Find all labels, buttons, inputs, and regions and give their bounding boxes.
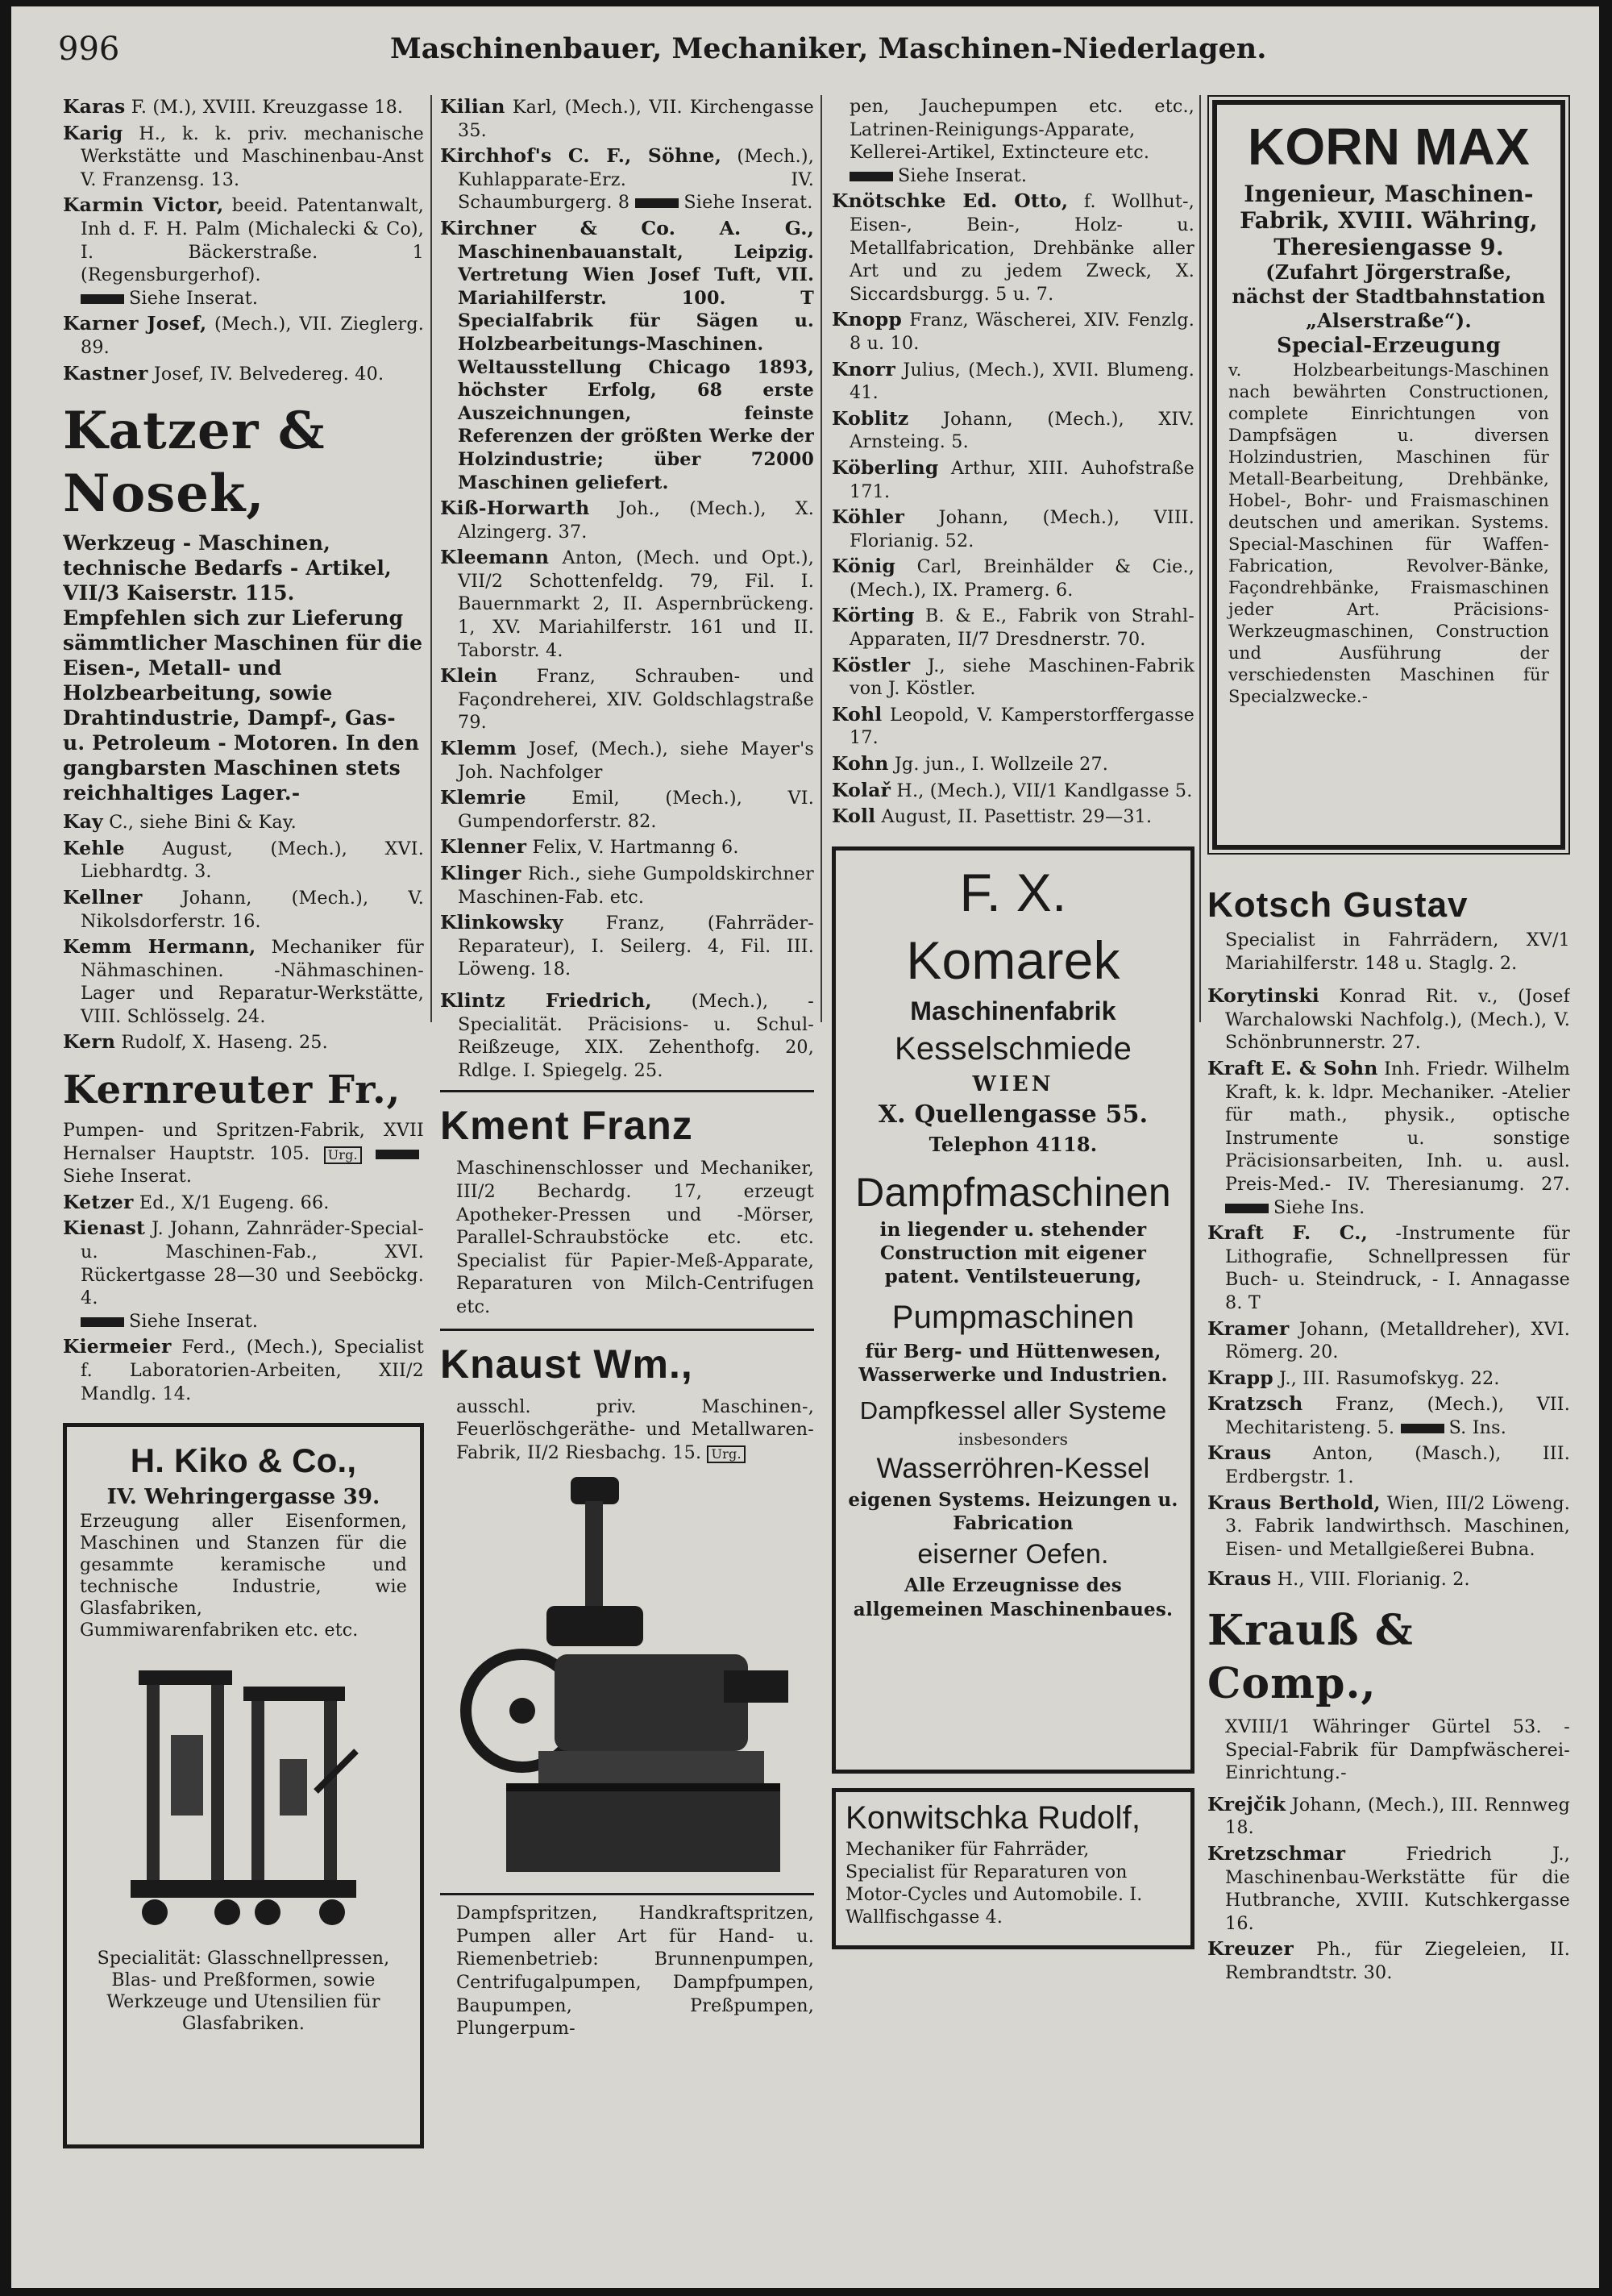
page-number: 996 (58, 31, 120, 68)
entry-name: Klemm (440, 737, 517, 760)
listing-entry (832, 779, 1194, 803)
entry-text: J. Johann, Zahnräder-Special-u. Maschinen-Fab., XVI. Rückertgasse 28—30 und Seeböckg. 4. (81, 1218, 424, 1309)
ad-title-krauss: Krauß & Comp., (1207, 1606, 1414, 1709)
ad-insb-komarek: insbesonders (958, 1429, 1069, 1449)
entry-text: Ph., für Ziegeleien, II. Rembrandtstr. 30. (1225, 1939, 1570, 1983)
entry-text: Arthur, XIII. Auhofstraße 171. (850, 457, 1194, 502)
entry-name: Kreuzer (1207, 1937, 1294, 1961)
listing-entry (440, 217, 814, 494)
ad-sub-korn: Ingenieur, Maschinen-Fabrik, XVIII. Währing, Theresiengasse 9. (1240, 181, 1538, 260)
listing-entry (63, 810, 424, 834)
entry-text: H., k. k. priv. mechanische Werkstätte und Maschinenbau-Anst V. Franzensg. 13. (81, 123, 424, 190)
ad-specialty-kiko: Specialität: Glasschnellpressen, Blas- und Preßformen, sowie Werkzeuge und Utensilien für Glasfabriken. (97, 1949, 390, 2035)
entry-text: Joh., (Mech.), X. Alzingerg. 37. (458, 498, 814, 543)
entry-name: Kraus (1207, 1441, 1272, 1465)
see-ad-note: Siehe Inserat. (63, 1166, 193, 1188)
entry-name: Karas (63, 95, 126, 118)
page-header (11, 31, 1599, 71)
ad-box-kiko (63, 1423, 424, 2148)
entry-text: -Instrumente für Lithografie, Schnellpressen für Buch- u. Steindruck, - I. Annagasse 8. T (1225, 1223, 1570, 1313)
entry-name: Kellner (63, 885, 143, 909)
entry-name: Knötschke Ed. Otto, (832, 189, 1069, 213)
entry-text: C., siehe Bini & Kay. (109, 812, 297, 834)
entry-name: Ketzer (63, 1190, 134, 1213)
entry-name: Kay (63, 810, 103, 834)
ad-title-kotsch: Kotsch Gustav (1207, 885, 1469, 925)
listing-entry (440, 497, 814, 543)
entry-text: (Mech.), Kuhlapparate-Erz. IV. Schaumburgerg. 8 (458, 146, 814, 214)
entry-name: Kolař (832, 778, 891, 801)
entry-text: Johann, (Mech.), V. Nikolsdorferstr. 16. (81, 887, 424, 932)
entry-name: Klenner (440, 835, 527, 859)
entry-text: Emil, (Mech.), VI. Gumpendorferstr. 82. (458, 788, 814, 832)
listing-entry (1207, 1937, 1570, 1984)
entry-name: Kiermeier (63, 1335, 172, 1358)
ad-address-kiko: IV. Wehringergasse 39. (106, 1485, 380, 1510)
entry-text: Ed., X/1 Eugeng. 66. (139, 1192, 330, 1213)
entry-text: Franz, Schrauben- und Façondreherei, XIV. Goldschlagstraße 79. (458, 666, 814, 734)
column-2 (440, 95, 814, 2272)
listing-entry (1207, 1491, 1570, 1562)
entry-name: König (832, 555, 896, 578)
entry-text: Johann, (Mech.), III. Rennweg 18. (1225, 1794, 1570, 1839)
see-ad-note: Siehe Inserat. (129, 287, 259, 309)
ad-oefen-komarek: eiserner Oefen. (917, 1538, 1109, 1570)
directory-page (11, 6, 1599, 2288)
entry-text: Jg. jun., I. Wollzeile 27. (894, 754, 1109, 776)
entry-text: (Mech.), -Specialität. Präcisions- u. Schul-Reißzeuge, XIX. Zehenthofg. 20, Rdlge. I. Spiegelg. 25. (458, 990, 814, 1081)
entry-name: Klintz Friedrich, (440, 988, 652, 1012)
ad-box-komarek (832, 846, 1194, 1774)
entry-name: Köberling (832, 455, 939, 479)
ad-city-komarek: WIEN (972, 1071, 1054, 1096)
ad-text-kiko: Erzeugung aller Eisenformen, Maschinen und Stanzen für die gesammte keramische und technische Industrie, wie Glasfabriken, Gummiwarenfabriken etc. etc. (80, 1512, 407, 1641)
listing-entry (63, 193, 424, 310)
ad-products-knaust: Dampfspritzen, Handkraftspritzen, Pumpen aller Art für Hand- u. Riemenbetrieb: Brunnenpumpen, Centrifugalpumpen, Dampfpumpen, Baupumpen, Preßpumpen, Plungerpum- (456, 1903, 814, 2040)
entry-name: Koblitz (832, 406, 909, 430)
entry-name: Kern (63, 1030, 116, 1054)
listing-entry (440, 664, 814, 734)
ad-alle-komarek: Alle Erzeugnisse des allgemeinen Maschinenbaues. (853, 1574, 1174, 1620)
divider (440, 1893, 814, 1895)
entry-text: Wien, III/2 Löweng. 3. Fabrik landwirthsch. Maschinen, Eisen- und Metallgießerei Bubna. (1225, 1492, 1570, 1560)
entry-name: Karig (63, 121, 123, 144)
entry-name: Kramer (1207, 1316, 1290, 1340)
entry-text: Karl, (Mech.), VII. Kirchengasse 35. (458, 97, 814, 141)
pump-machine-illustration (450, 1469, 804, 1888)
listing-entry (832, 604, 1194, 651)
entry-text: Leopold, V. Kamperstorffergasse 17. (850, 704, 1194, 749)
ad-title-knaust: Knaust Wm., (440, 1341, 693, 1387)
ad-zufahrt-korn: (Zufahrt Jörgerstraße, nächst der Stadtbahnstation „Alserstraße“). (1232, 260, 1546, 332)
listing-entry (63, 837, 424, 884)
entry-name: Koll (832, 805, 876, 828)
ad-dampf-text-komarek: in liegender u. stehender Construction mit eigener patent. Ventilsteuerung, (879, 1218, 1147, 1287)
entry-name: Klemrie (440, 786, 526, 809)
entry-continued: pen, Jauchepumpen etc. etc., Latrinen-Reinigungs-Apparate, Kellerei-Artikel, Extincteure etc. Siehe Inserat. (850, 96, 1194, 186)
column-4 (1207, 95, 1570, 2272)
listing-entry (1207, 1793, 1570, 1840)
listing-entry (440, 737, 814, 784)
entry-text: Josef, IV. Belvedereg. 40. (153, 363, 384, 385)
listing-entry (63, 362, 424, 386)
listing-entry (1207, 1441, 1570, 1488)
entry-name: Knopp (832, 308, 903, 331)
see-ad-note: Siehe Ins. (1273, 1196, 1365, 1218)
entry-name: Kastner (63, 361, 148, 385)
entry-name: Knorr (832, 357, 895, 381)
ad-dampf-komarek: Dampfmaschinen (855, 1169, 1171, 1215)
divider (440, 1329, 814, 1331)
listing-entry (440, 911, 814, 981)
listing-entry (63, 312, 424, 359)
entry-name: Krapp (1207, 1366, 1273, 1389)
listing-entry (440, 144, 814, 214)
ad-title-katzer: Katzer & Nosek, (63, 401, 326, 525)
listing-entry (832, 189, 1194, 306)
entry-name: Kraft E. & Sohn (1207, 1056, 1378, 1079)
entry-text: Rudolf, X. Haseng. 25. (121, 1032, 328, 1054)
ad-pump-komarek: Pumpmaschinen (891, 1299, 1135, 1335)
listing-entry (63, 95, 424, 119)
pointing-hand-icon (1225, 1204, 1269, 1213)
ad-box-korn (1212, 100, 1565, 850)
listing-entry (440, 786, 814, 833)
entry-name: Karmin Victor, (63, 193, 224, 217)
listing-entry (832, 555, 1194, 601)
pointing-hand-icon (376, 1150, 419, 1159)
listing-entry (1207, 984, 1570, 1054)
pointing-hand-icon (635, 198, 679, 208)
column-3 (832, 95, 1194, 2272)
listing-entry (832, 805, 1194, 829)
entry-text: Carl, Breinhälder & Cie., (Mech.), IX. Pramerg. 6. (850, 556, 1194, 601)
entry-text: Ferd., (Mech.), Specialist f. Laboratorien-Arbeiten, XII/2 Mandlg. 14. (81, 1337, 424, 1404)
ad-text-krauss: XVIII/1 Währinger Gürtel 53. -Special-Fabrik für Dampfwäscherei-Einrichtung.- (1225, 1716, 1570, 1784)
pointing-hand-icon (1401, 1424, 1444, 1433)
listing-entry (63, 1335, 424, 1405)
listing-entry (440, 835, 814, 859)
ad-title-kiko: H. Kiko & Co., (130, 1441, 357, 1480)
entry-name: Kehle (63, 836, 125, 859)
entry-text: Rich., siehe Gumpoldskirchner Maschinen-Fab. etc. (458, 863, 814, 908)
divider (440, 1090, 814, 1092)
entry-text: Franz, Wäscherei, XIV. Fenzlg. 8 u. 10. (850, 310, 1194, 354)
see-ad-note: Siehe Inserat. (129, 1310, 259, 1332)
ad-box-konwitschka (832, 1788, 1194, 1949)
entry-name: Kratzsch (1207, 1392, 1303, 1416)
column-rule (821, 95, 822, 1022)
listing-entry (440, 95, 814, 142)
entry-name: Körting (832, 604, 915, 627)
column-1 (63, 95, 424, 2272)
entry-name: Kienast (63, 1217, 146, 1240)
listing-entry (63, 1217, 424, 1333)
entry-name: Kilian (440, 95, 505, 118)
pointing-hand-icon (850, 172, 893, 181)
entry-name: Kraft F. C., (1207, 1221, 1369, 1245)
org-tag: Urg. (324, 1146, 362, 1164)
entry-name: Kraus Berthold, (1207, 1491, 1381, 1514)
entry-text: (Mech.), VII. Zieglerg. 89. (81, 314, 424, 358)
entry-name: Köstler (832, 653, 911, 676)
pointing-hand-icon (81, 294, 124, 304)
entry-name: Köhler (832, 505, 905, 529)
entry-text: Maschinenbauanstalt, Leipzig. Vertretung Wien Josef Tuft, VII. Mariahilferstr. 100. T Specialfabrik für Sägen u. Holzbearbeitungs-Maschinen. Weltausstellung Chicago 1893, höchster Erfolg, 68 erste Auszeichnungen, feinste Referenzen der größten Werke der Holzindustrie; über 72000 Maschinen geliefert. (458, 241, 814, 493)
entry-text: Anton, (Masch.), III. Erdbergstr. 1. (1225, 1443, 1570, 1488)
listing-entry (1207, 1317, 1570, 1364)
ad-text-kotsch: Specialist in Fahrrädern, XV/1 Mariahilferstr. 148 u. Staglg. 2. (1225, 930, 1570, 974)
listing-entry (1207, 1057, 1570, 1219)
entry-text: J., III. Rasumofskyg. 22. (1279, 1367, 1500, 1389)
ad-text-korn: v. Holzbearbeitungs-Maschinen nach bewährten Constructionen, complete Einrichtungen von Dampfsägen u. diversen Holzindustrien, Maschinen für Metall-Bearbeitung, Drehbänke, Hobel-, Bohr- und Fraismaschinen deutschen und amerikan. Systems. Special-Maschinen für Waffen-Fabrication, Revolver-Bänke, Façondrehbänke, Fraismaschinen jeder Art. Präcisions-Werkzeugmaschinen, Construction und Ausführung der verschiedensten Maschinen für Specialzwecke.- (1228, 360, 1549, 706)
entry-name: Klein (440, 664, 498, 688)
listing-entry (832, 654, 1194, 701)
entry-text: Julius, (Mech.), XVII. Blumeng. 41. (850, 359, 1194, 404)
listing-entry (440, 862, 814, 909)
ad-wasser-komarek: Wasserröhren-Kessel (876, 1452, 1150, 1484)
ad-text-kment: Maschinenschlosser und Mechaniker, III/2 Bechardg. 17, erzeugt Apotheker-Pressen und -Mörser, Parallel-Schraubstöcke etc. etc. Specialist für Papier-Meß-Apparate, Reparaturen von Milch-Centrifugen etc. (456, 1158, 814, 1317)
entry-text: H., (Mech.), VII/1 Kandlgasse 5. (896, 780, 1193, 801)
ad-text-katzer: Werkzeug - Maschinen, technische Bedarfs - Artikel, VII/3 Kaiserstr. 115. Empfehlen sich zur Lieferung sämmtlicher Maschinen für die Eisen-, Metall- und Holzbearbeitung, sowie Drahtindustrie, Dampf-, Gas- u. Petroleum - Motoren. In den gangbarsten Maschinen stets reichhaltiges Lager.- (63, 531, 423, 805)
listing-entry (1207, 1392, 1570, 1439)
listing-entry (63, 886, 424, 933)
entry-name: Kraus (1207, 1567, 1272, 1591)
org-tag: Urg. (707, 1445, 745, 1463)
ad-title-kment: Kment Franz (440, 1103, 693, 1149)
entry-text: Josef, (Mech.), siehe Mayer's Joh. Nachfolger (458, 738, 814, 783)
listing-entry (832, 358, 1194, 405)
pointing-hand-icon (81, 1317, 124, 1327)
column-rule (1199, 95, 1201, 1022)
entry-text: August, (Mech.), XVI. Liebhardtg. 3. (81, 838, 424, 883)
listing-entry (1207, 1567, 1570, 1591)
entry-text: f. Wollhut-, Eisen-, Bein-, Holz- u. Metallfabrication, Drehbänke aller Art und zu jedem Zweck, X. Siccardsburgg. 5 u. 7. (850, 191, 1194, 305)
entry-text: Anton, (Mech. und Opt.), VII/2 Schottenfeldg. 79, Fil. I. Bauernmarkt 2, II. Aspernbrückeng. 1, XV. Mariahilferstr. 161 und II. Taborstr. 4. (458, 547, 814, 661)
listing-entry (832, 456, 1194, 503)
entry-name: Kirchhof's C. F., Söhne, (440, 144, 722, 168)
listing-entry (1207, 1842, 1570, 1935)
ad-title-komarek: F. X. Komarek (906, 862, 1120, 990)
see-ad-note: Siehe Inserat. (898, 164, 1028, 186)
entry-text: Konrad Rit. v., (Josef Warchalowski Nachfolg.), (Mech.), V. Schönbrunnerstr. 27. (1225, 986, 1570, 1054)
listing-entry (63, 935, 424, 1028)
ad-kessel-komarek: Kesselschmiede (894, 1030, 1132, 1067)
column-rule (430, 95, 432, 1022)
listing-entry (832, 308, 1194, 355)
entry-text: Johann, (Metalldreher), XVI. Römerg. 20. (1225, 1318, 1570, 1363)
entry-text: Felix, V. Hartmanng 6. (532, 837, 739, 859)
entry-text: Inh. Friedr. Wilhelm Kraft, k. k. ldpr. Mechaniker. -Atelier für math., physik., optische Instrumente u. sonstige Präcisionsarbeiten, Inh. u. ausl. Preis-Med.- IV. Theresianumg. 27. (1225, 1058, 1570, 1195)
press-machine-illustration (123, 1646, 364, 1936)
ad-title-konwitschka: Konwitschka Rudolf, (845, 1799, 1141, 1836)
ad-special-korn: Special-Erzeugung (1276, 334, 1501, 358)
entry-text: F. (M.), XVIII. Kreuzgasse 18. (131, 97, 404, 118)
entry-text: J., siehe Maschinen-Fabrik von J. Köstler. (850, 655, 1194, 700)
entry-text: August, II. Pasettistr. 29—31. (881, 806, 1153, 828)
entry-name: Korytinski (1207, 984, 1319, 1008)
listing-entry (832, 752, 1194, 776)
entry-text: Johann, (Mech.), VIII. Florianig. 52. (850, 507, 1194, 551)
listing-entry (63, 1030, 424, 1054)
ad-title-korn: KORN MAX (1247, 118, 1531, 176)
see-ad-note: Siehe Inserat. (683, 192, 813, 214)
ad-pump-text-komarek: für Berg- und Hüttenwesen, Wasserwerke und Industrien. (858, 1340, 1168, 1386)
entry-name: Kleemann (440, 546, 550, 569)
entry-text: Franz, (Mech.), VII. Mechitaristeng. 5. (1225, 1394, 1570, 1438)
ad-text-kernreuter: Pumpen- und Spritzen-Fabrik, XVII Hernalser Hauptstr. 105. Urg. Siehe Inserat. (63, 1120, 424, 1188)
ad-address-komarek: X. Quellengasse 55. (878, 1100, 1149, 1129)
listing-entry (832, 505, 1194, 552)
listing-entry (440, 989, 814, 1082)
entry-text: Mechaniker für Nähmaschinen. -Nähmaschinen-Lager und Reparatur-Werkstätte, VIII. Schlösselg. 24. (81, 937, 424, 1027)
ad-title-kernreuter: Kernreuter Fr., (63, 1067, 401, 1113)
ad-kesselall-komarek: Dampfkessel aller Systeme (859, 1395, 1167, 1425)
entry-name: Kretzschmar (1207, 1842, 1346, 1865)
entry-name: Klinkowsky (440, 911, 563, 934)
ad-eigen-komarek: eigenen Systems. Heizungen u. Fabrication (848, 1488, 1178, 1534)
listing-entry (1207, 1366, 1570, 1391)
entry-name: Karner Josef, (63, 312, 207, 335)
entry-name: Kiß-Horwarth (440, 497, 590, 520)
entry-text: Johann, (Mech.), XIV. Arnsteing. 5. (850, 408, 1194, 453)
ad-text-konwitschka: Mechaniker für Fahrräder, Specialist für Reparaturen von Motor-Cycles und Automobile. I. Wallfischgasse 4. (845, 1839, 1143, 1928)
entry-name: Kemm Hermann, (63, 935, 256, 959)
see-ad-note: S. Ins. (1448, 1416, 1506, 1438)
entry-text: Franz, (Fahrräder-Reparateur), I. Seilerg. 4, Fil. III. Löweng. 18. (458, 913, 814, 980)
listing-entry (63, 122, 424, 192)
entry-name: Klinger (440, 862, 521, 884)
listing-entry (440, 546, 814, 662)
listing-entry (1207, 1221, 1570, 1314)
ad-phone-komarek: Telephon 4118. (929, 1132, 1098, 1156)
ad-text-knaust: ausschl. priv. Maschinen-, Feuerlöschgeräthe- und Metallwaren-Fabrik, II/2 Riesbachg. 15. Urg. (456, 1395, 814, 1463)
entry-text: H., VIII. Florianig. 2. (1277, 1569, 1470, 1591)
entry-text: beeid. Patentanwalt, Inh d. F. H. Palm (Michalecki & Co), I. Bäckerstraße. 1 (Regensburgerhof). (81, 195, 424, 286)
entry-name: Kohn (832, 752, 889, 776)
entry-text: Friedrich J., Maschinenbau-Werkstätte für die Hutbranche, XVIII. Kutschkergasse 16. (1225, 1844, 1570, 1934)
listing-entry (832, 703, 1194, 750)
entry-text: B. & E., Fabrik von Strahl-Apparaten, II/7 Dresdnerstr. 70. (850, 605, 1194, 651)
entry-name: Kirchner & Co. A. G., (440, 216, 814, 239)
running-title: Maschinenbauer, Mechaniker, Maschinen-Niederlagen. (390, 32, 1267, 65)
listing-entry (63, 1191, 424, 1215)
entry-name: Krejčik (1207, 1792, 1286, 1816)
entry-name: Kohl (832, 702, 883, 726)
ad-sub-komarek: Maschinenfabrik (910, 996, 1116, 1025)
listing-entry (832, 407, 1194, 454)
